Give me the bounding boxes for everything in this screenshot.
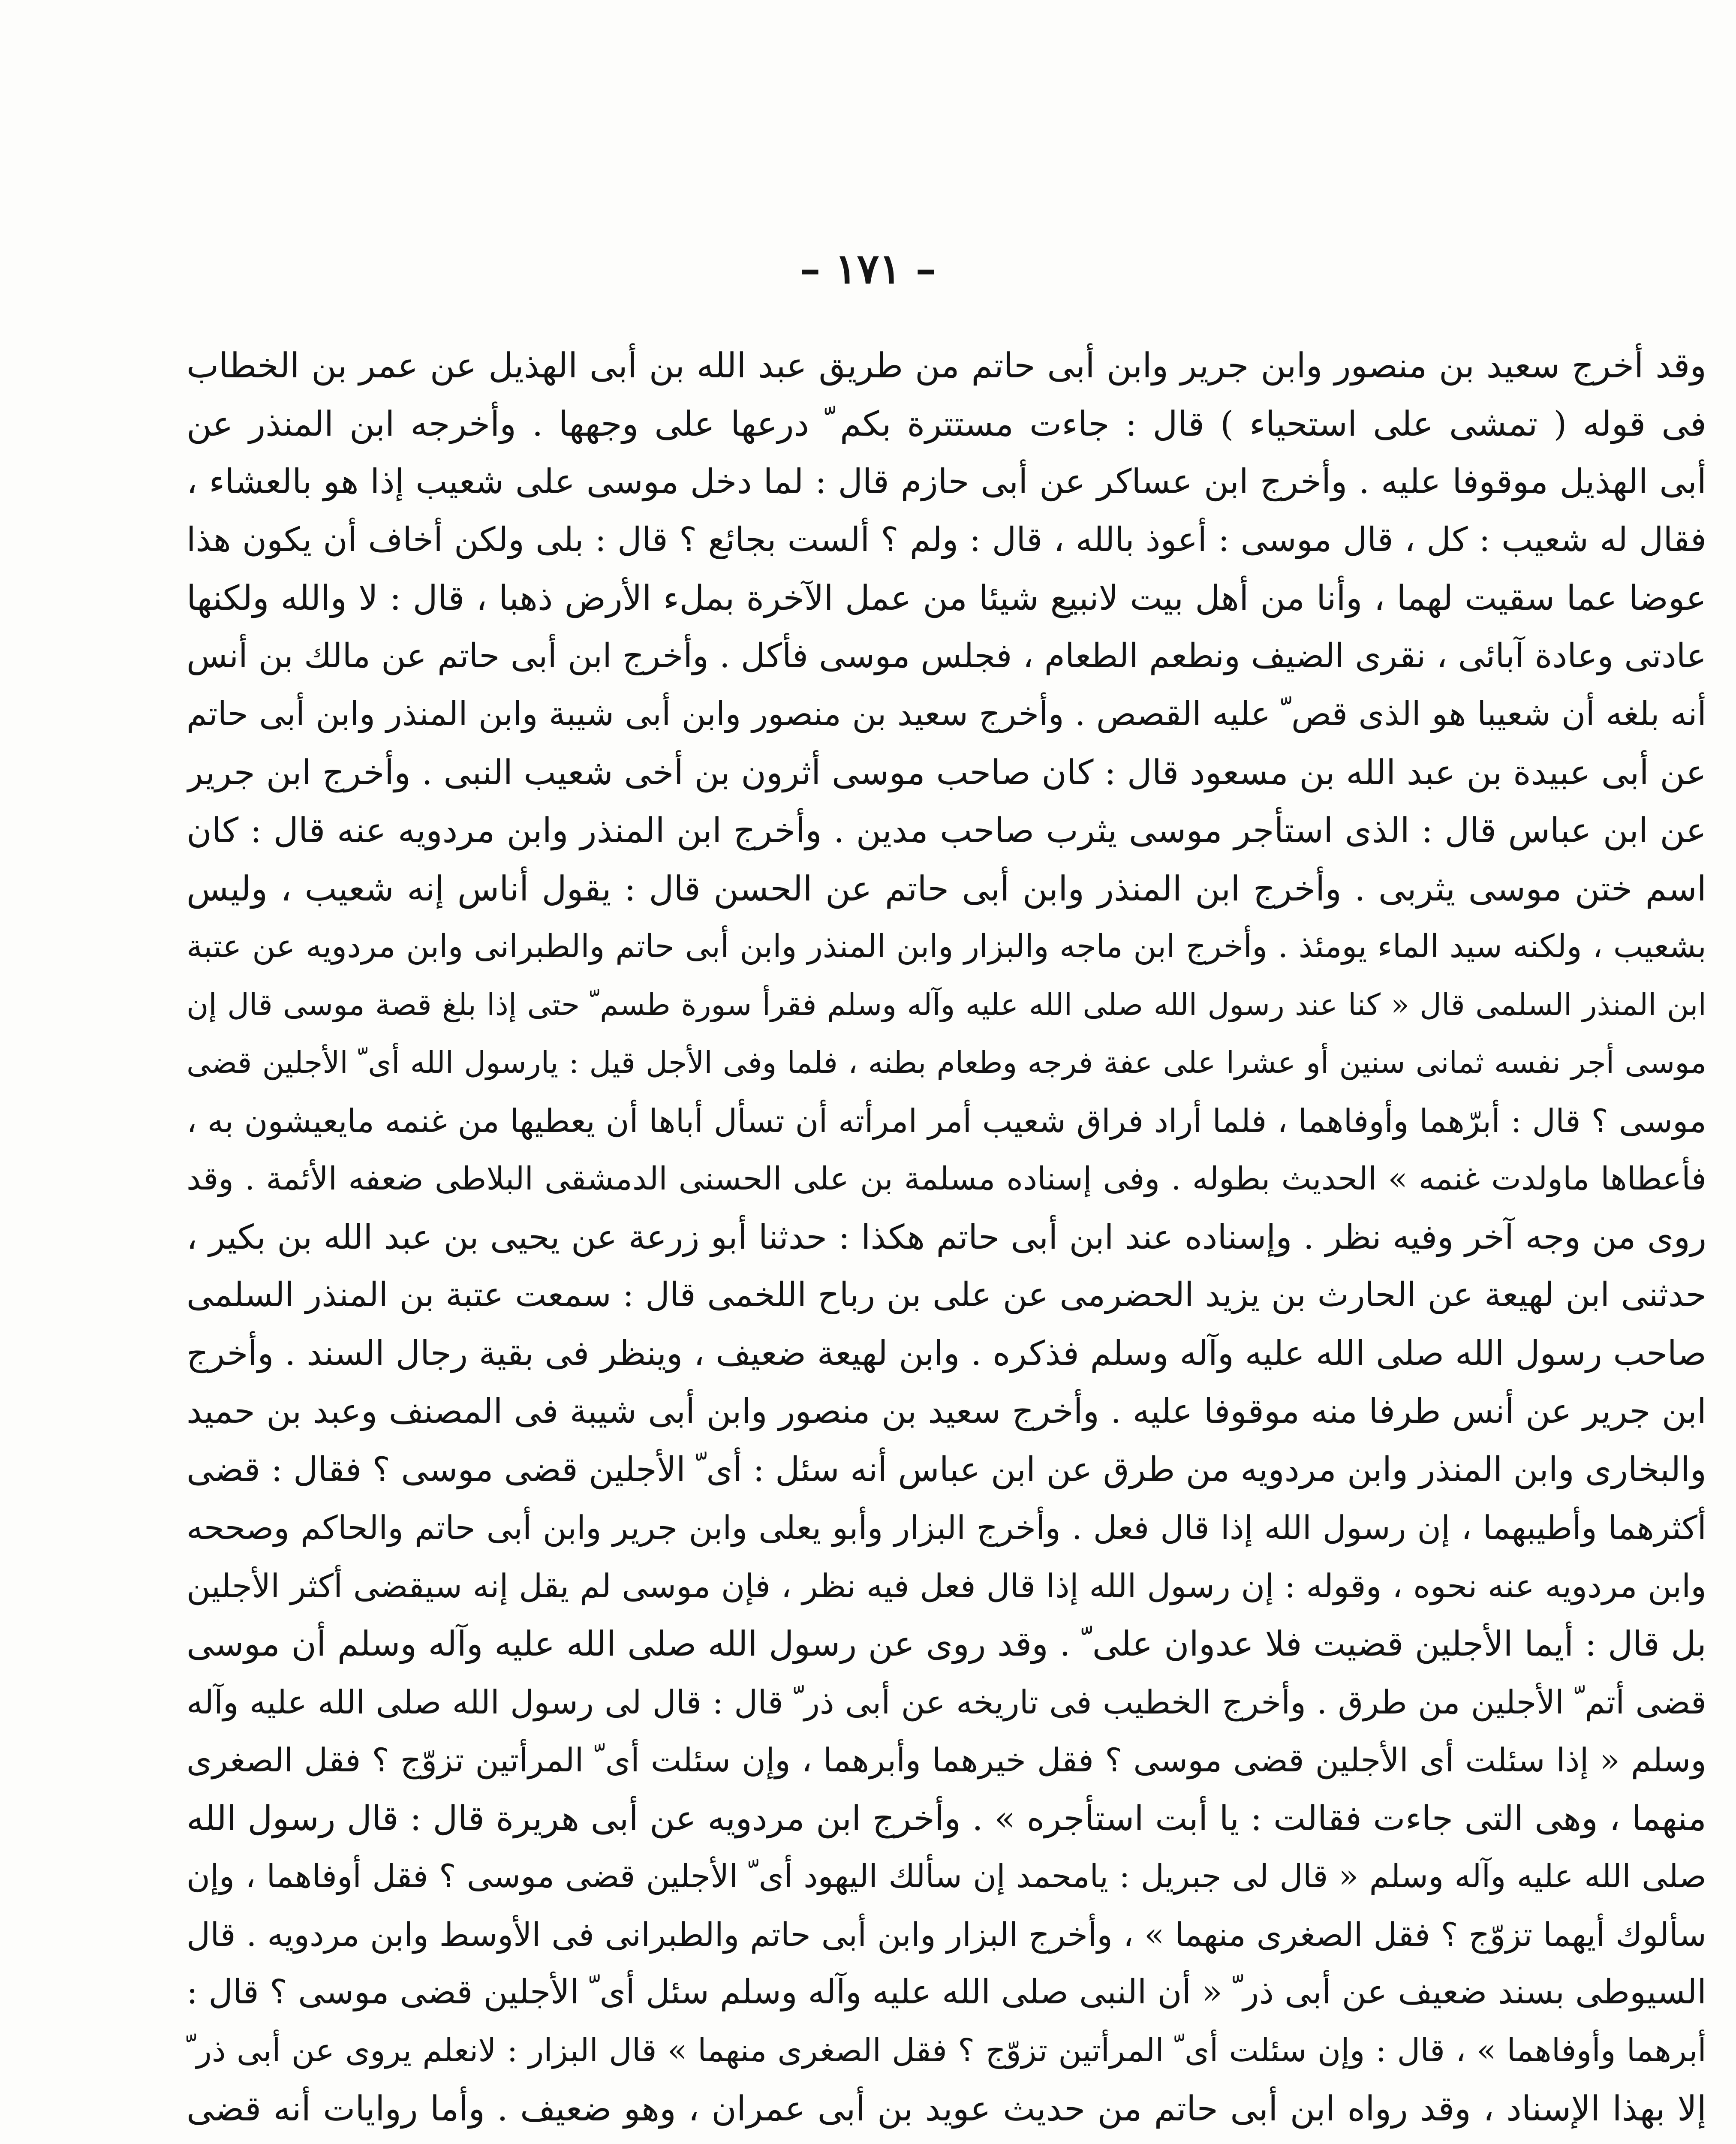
text-line: إلا بهذا الإسناد ، وقد رواه ابن أبى حاتم من حديث عويد بن أبى عمران ، وهو ضعيف . وأما روايات أنه قضى bbox=[187, 2089, 1706, 2129]
text-line: روى من وجه آخر وفيه نظر . وإسناده عند ابن أبى حاتم هكذا : حدثنا أبو زرعة عن يحيى بن عبد الله بن بكير ، bbox=[187, 1217, 1706, 1257]
text-line: فأعطاها ماولدت غنمه » الحديث بطوله . وفى إسناده مسلمة بن على الحسنى الدمشقى البلاطى ضعفه الأئمة . وقد bbox=[187, 1160, 1706, 1197]
text-line: حدثنى ابن لهيعة عن الحارث بن يزيد الحضرمى عن على بن رباح اللخمى قال : سمعت عتبة بن المنذر السلمى bbox=[187, 1276, 1706, 1314]
text-line: عن ابن عباس قال : الذى استأجر موسى يثرب صاحب مدين . وأخرج ابن المنذر وابن مردويه عنه قال : كان bbox=[187, 810, 1706, 850]
text-line: صاحب رسول الله صلى الله عليه وآله وسلم فذكره . وابن لهيعة ضعيف ، وينظر فى بقية رجال السند . وأخرج bbox=[187, 1333, 1706, 1373]
text-line: عادتى وعادة آبائى ، نقرى الضيف ونطعم الطعام ، فجلس موسى فأكل . وأخرج ابن أبى حاتم عن مالك بن أنس bbox=[187, 636, 1706, 675]
text-line: والبخارى وابن المنذر وابن مردويه من طرق عن ابن عباس أنه سئل : أى ّ الأجلين قضى موسى ؟ فقال : قضى bbox=[187, 1449, 1706, 1489]
text-line: منهما ، وهى التى جاءت فقالت : يا أبت استأجره » . وأخرج ابن مردويه عن أبى هريرة قال : قال رسول الله bbox=[187, 1798, 1706, 1838]
text-line bbox=[187, 2138, 1706, 2144]
text-line: سألوك أيهما تزوّج ؟ فقل الصغرى منهما » ، وأخرج البزار وابن أبى حاتم والطبرانى فى الأوسط وابن مردويه . قال bbox=[187, 1915, 1706, 1954]
text-line: بل قال : أيما الأجلين قضيت فلا عدوان على ّ . وقد روى عن رسول الله صلى الله عليه وآله وسلم أن موسى bbox=[187, 1624, 1706, 1664]
text-line: موسى أجر نفسه ثمانى سنين أو عشرا على عفة فرجه وطعام بطنه ، فلما وفى الأجل قيل : يارسول الله أى ّ الأجلين قضى bbox=[187, 1045, 1706, 1080]
text-line: السيوطى بسند ضعيف عن أبى ذر ّ « أن النبى صلى الله عليه وآله وسلم سئل أى ّ الأجلين قضى موسى ؟ قال : bbox=[187, 1973, 1706, 2012]
page-number: – ١٧١ – bbox=[800, 244, 936, 293]
text-line: بشعيب ، ولكنه سيد الماء يومئذ . وأخرج ابن ماجه والبزار وابن المنذر وابن أبى حاتم والطبرانى وابن مردويه عن عتبة bbox=[187, 928, 1706, 965]
text-line: أبرهما وأوفاهما » ، قال : وإن سئلت أى ّ المرأتين تزوّج ؟ فقل الصغرى منهما » قال البزار : لانعلم يروى عن أبى ذر ّ bbox=[187, 2032, 1706, 2069]
text-line: عن أبى عبيدة بن عبد الله بن مسعود قال : كان صاحب موسى أثرون بن أخى شعيب النبى . وأخرج ابن جرير bbox=[187, 752, 1706, 792]
text-line: عوضا عما سقيت لهما ، وأنا من أهل بيت لانبيع شيئا من عمل الآخرة بملء الأرض ذهبا ، قال : لا والله ولكنها bbox=[187, 578, 1706, 618]
text-line: أكثرهما وأطيبهما ، إن رسول الله إذا قال فعل . وأخرج البزار وأبو يعلى وابن جرير وابن أبى حاتم والحاكم وصححه bbox=[187, 1509, 1706, 1547]
text-line: اسم ختن موسى يثربى . وأخرج ابن المنذر وابن أبى حاتم عن الحسن قال : يقول أناس إنه شعيب ، وليس bbox=[187, 868, 1706, 909]
text-line: موسى ؟ قال : أبرّهما وأوفاهما ، فلما أراد فراق شعيب أمر امرأته أن تسأل أباها أن يعطيها من غنمه مايعيشون به ، bbox=[187, 1102, 1706, 1140]
text-line: صلى الله عليه وآله وسلم « قال لى جبريل : يامحمد إن سألك اليهود أى ّ الأجلين قضى موسى ؟ فقل أوفاهما ، وإن bbox=[187, 1857, 1706, 1895]
text-line: أبى الهذيل موقوفا عليه . وأخرج ابن عساكر عن أبى حازم قال : لما دخل موسى على شعيب إذا هو بالعشاء ، bbox=[187, 462, 1706, 501]
text-line: ابن جرير عن أنس طرفا منه موقوفا عليه . وأخرج سعيد بن منصور وابن أبى شيبة فى المصنف وعبد بن حميد bbox=[187, 1391, 1706, 1431]
body-text bbox=[187, 337, 1706, 2144]
text-line: وابن مردويه عنه نحوه ، وقوله : إن رسول الله إذا قال فعل فيه نظر ، فإن موسى لم يقل إنه سيقضى أكثر الأجلين bbox=[187, 1566, 1706, 1605]
text-line: ابن المنذر السلمى قال « كنا عند رسول الله صلى الله عليه وآله وسلم فقرأ سورة طسم ّ حتى إذا بلغ قصة موسى قال إن bbox=[187, 987, 1706, 1022]
text-line: أنه بلغه أن شعيبا هو الذى قص ّ عليه القصص . وأخرج سعيد بن منصور وابن أبى شيبة وابن المنذر وابن أبى حاتم bbox=[187, 695, 1706, 733]
text-line: وقد أخرج سعيد بن منصور وابن جرير وابن أبى حاتم من طريق عبد الله بن أبى الهذيل عن عمر بن الخطاب bbox=[187, 346, 1706, 385]
text-line: قضى أتم ّ الأجلين من طرق . وأخرج الخطيب فى تاريخه عن أبى ذر ّ قال : قال لى رسول الله صلى الله عليه وآله bbox=[187, 1683, 1706, 1721]
text-line: فى قوله ( تمشى على استحياء ) قال : جاءت مستترة بكم ّ درعها على وجهها . وأخرجه ابن المنذر عن bbox=[187, 404, 1706, 444]
text-line: فقال له شعيب : كل ، قال موسى : أعوذ بالله ، قال : ولم ؟ ألست بجائع ؟ قال : بلى ولكن أخاف أن يكون هذا bbox=[187, 520, 1706, 559]
text-line: وسلم « إذا سئلت أى الأجلين قضى موسى ؟ فقل خيرهما وأبرهما ، وإن سئلت أى ّ المرأتين تزوّج ؟ فقل الصغرى bbox=[187, 1741, 1706, 1779]
